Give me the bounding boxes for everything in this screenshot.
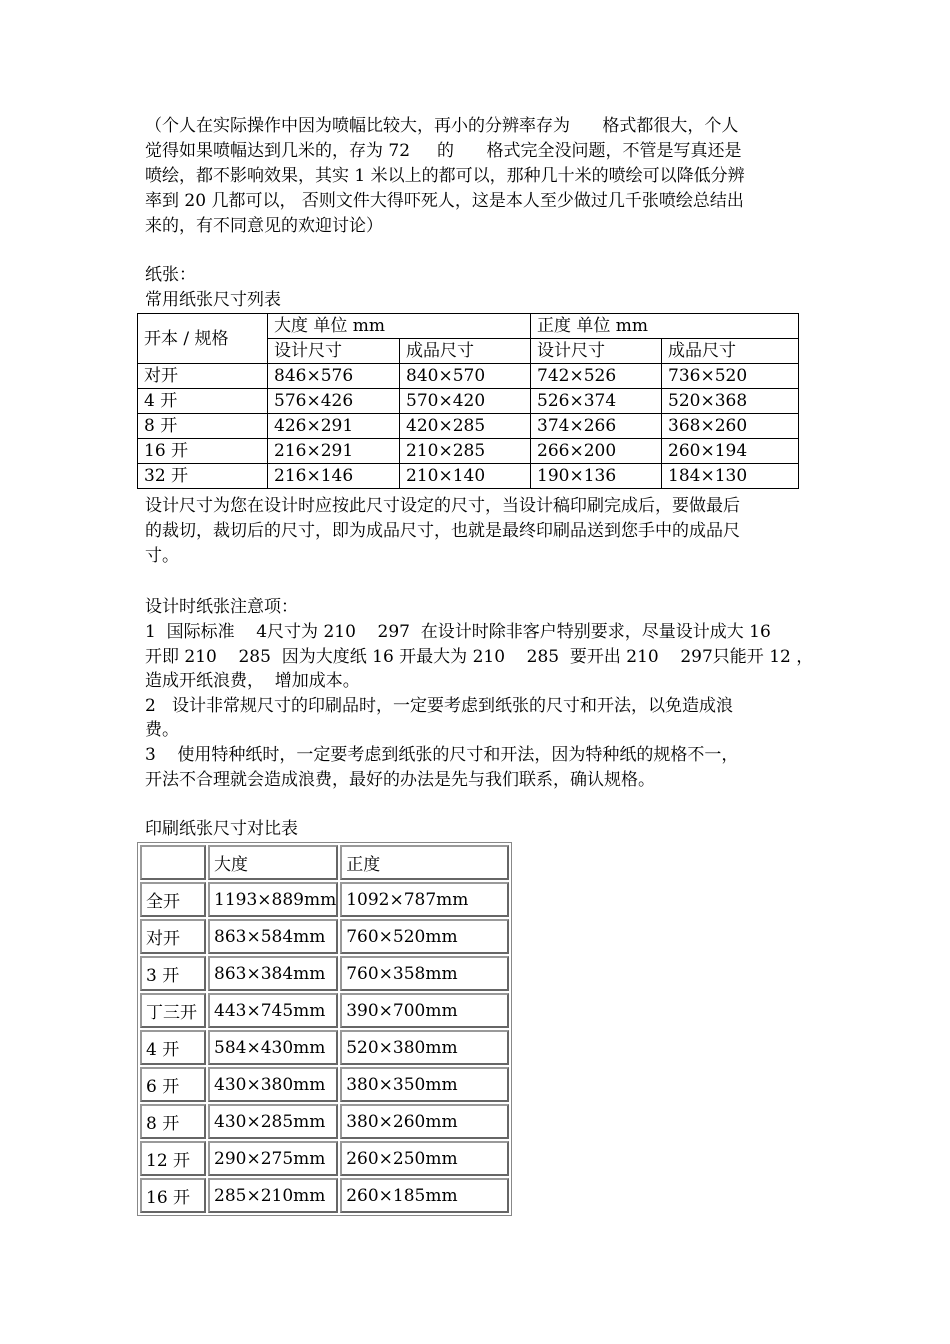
- table-cell: 443×745mm: [208, 993, 338, 1028]
- table-cell: 863×384mm: [208, 956, 338, 991]
- subheader-cell: 成品尺寸: [400, 339, 531, 364]
- table-cell: 430×380mm: [208, 1067, 338, 1102]
- table-row: [138, 414, 799, 439]
- table-cell: 210×285: [400, 439, 531, 464]
- table-cell: 12 开: [140, 1141, 206, 1176]
- table-row: [138, 439, 799, 464]
- table-cell: 1092×787mm: [340, 882, 509, 917]
- table-cell: 840×570: [400, 364, 531, 389]
- table-cell: 全开: [140, 882, 206, 917]
- table-cell: 760×358mm: [340, 956, 509, 991]
- table-cell: 190×136: [531, 464, 662, 489]
- table-cell: 210×140: [400, 464, 531, 489]
- table-cell: 260×194: [662, 439, 799, 464]
- table-header-row: [140, 845, 509, 880]
- table-cell: 760×520mm: [340, 919, 509, 954]
- note-line: 费。: [145, 720, 179, 740]
- table-cell: 380×350mm: [340, 1067, 509, 1102]
- table-cell: 736×520: [662, 364, 799, 389]
- table-cell: 8 开: [138, 414, 268, 439]
- table-cell: 16 开: [138, 439, 268, 464]
- table-header-cell: [140, 845, 206, 880]
- intro-line: 来的，有不同意见的欢迎讨论）: [145, 216, 383, 236]
- intro-line: 喷绘，都不影响效果，其实 1 米以上的都可以，那种几十米的喷绘可以降低分辨: [145, 166, 745, 186]
- table-cell: 430×285mm: [208, 1104, 338, 1139]
- table-header-cell: 大度: [208, 845, 338, 880]
- table-row: [140, 919, 509, 954]
- table-cell: 184×130: [662, 464, 799, 489]
- note-line: 2 设计非常规尺寸的印刷品时，一定要考虑到纸张的尺寸和开法，以免造成浪: [145, 696, 734, 716]
- subheader-cell: 成品尺寸: [662, 339, 799, 364]
- table-cell: 368×260: [662, 414, 799, 439]
- table-cell: 丁三开: [140, 993, 206, 1028]
- table-header-row: [138, 314, 799, 339]
- table-cell: 576×426: [268, 389, 400, 414]
- table-cell: 520×380mm: [340, 1030, 509, 1065]
- table-row: [140, 882, 509, 917]
- table-cell: 742×526: [531, 364, 662, 389]
- table-row: [140, 993, 509, 1028]
- note-line: 1 国际标准 4尺寸为 210 297 在设计时除非客户特别要求，尽量设计成大 16: [145, 622, 771, 642]
- table-cell: 863×584mm: [208, 919, 338, 954]
- intro-line: 觉得如果喷幅达到几米的，存为 72 的 格式完全没问题，不管是写真还是: [145, 141, 742, 161]
- table2-caption: 印刷纸张尺寸对比表: [145, 819, 298, 839]
- intro-line: （个人在实际操作中因为喷幅比较大，再小的分辨率存为 格式都很大，个人: [145, 116, 739, 136]
- table-cell: 8 开: [140, 1104, 206, 1139]
- table-cell: 290×275mm: [208, 1141, 338, 1176]
- table-cell: 4 开: [140, 1030, 206, 1065]
- table-cell: 374×266: [531, 414, 662, 439]
- table-cell: 426×291: [268, 414, 400, 439]
- table-row: [140, 1030, 509, 1065]
- note-line: 开法不合理就会造成浪费，最好的办法是先与我们联系，确认规格。: [145, 770, 655, 790]
- table-row: [138, 389, 799, 414]
- table-cell: 260×250mm: [340, 1141, 509, 1176]
- table-cell: 3 开: [140, 956, 206, 991]
- table-cell: 260×185mm: [340, 1178, 509, 1213]
- notes-heading: 设计时纸张注意项：: [145, 597, 298, 617]
- table-cell: 584×430mm: [208, 1030, 338, 1065]
- note-line: 造成开纸浪费， 增加成本。: [145, 671, 360, 691]
- table-row: [140, 1067, 509, 1102]
- table-cell: 32 开: [138, 464, 268, 489]
- table-row: [140, 1141, 509, 1176]
- table-cell: 520×368: [662, 389, 799, 414]
- table-header-cell: 正度: [340, 845, 509, 880]
- table-row: [140, 1178, 509, 1213]
- table-cell: 526×374: [531, 389, 662, 414]
- corner-header: 开本 / 规格: [138, 314, 268, 364]
- table-cell: 4 开: [138, 389, 268, 414]
- subheader-cell: 设计尺寸: [268, 339, 400, 364]
- table-cell: 216×291: [268, 439, 400, 464]
- table-cell: 846×576: [268, 364, 400, 389]
- note-line: 3 使用特种纸时，一定要考虑到纸张的尺寸和开法，因为特种纸的规格不一，: [145, 745, 739, 765]
- subheader-cell: 设计尺寸: [531, 339, 662, 364]
- table-cell: 对开: [140, 919, 206, 954]
- paper-heading: 纸张：: [145, 265, 196, 285]
- group-header-std: 正度 单位 mm: [531, 314, 799, 339]
- table-cell: 390×700mm: [340, 993, 509, 1028]
- explanation-line: 的裁切，裁切后的尺寸，即为成品尺寸，也就是最终印刷品送到您手中的成品尺: [145, 521, 740, 541]
- group-header-big: 大度 单位 mm: [268, 314, 531, 339]
- note-line: 开即 210 285 因为大度纸 16 开最大为 210 285 要开出 210 297只能开 12 ，: [145, 647, 814, 667]
- table-cell: 570×420: [400, 389, 531, 414]
- table-cell: 380×260mm: [340, 1104, 509, 1139]
- table-row: [140, 956, 509, 991]
- explanation-line: 设计尺寸为您在设计时应按此尺寸设定的尺寸，当设计稿印刷完成后，要做最后: [145, 496, 740, 516]
- table1-caption: 常用纸张尺寸列表: [145, 290, 281, 310]
- table-cell: 对开: [138, 364, 268, 389]
- table-row: [138, 464, 799, 489]
- table-row: [138, 364, 799, 389]
- explanation-line: 寸。: [145, 546, 179, 566]
- table-cell: 216×146: [268, 464, 400, 489]
- table-cell: 16 开: [140, 1178, 206, 1213]
- paper-size-table: [137, 313, 799, 489]
- table-cell: 266×200: [531, 439, 662, 464]
- table-row: [140, 1104, 509, 1139]
- table-cell: 1193×889mm: [208, 882, 338, 917]
- table-cell: 285×210mm: [208, 1178, 338, 1213]
- table-cell: 420×285: [400, 414, 531, 439]
- table-cell: 6 开: [140, 1067, 206, 1102]
- paper-comparison-table: [137, 842, 512, 1216]
- intro-line: 率到 20 几都可以， 否则文件大得吓死人，这是本人至少做过几千张喷绘总结出: [145, 191, 744, 211]
